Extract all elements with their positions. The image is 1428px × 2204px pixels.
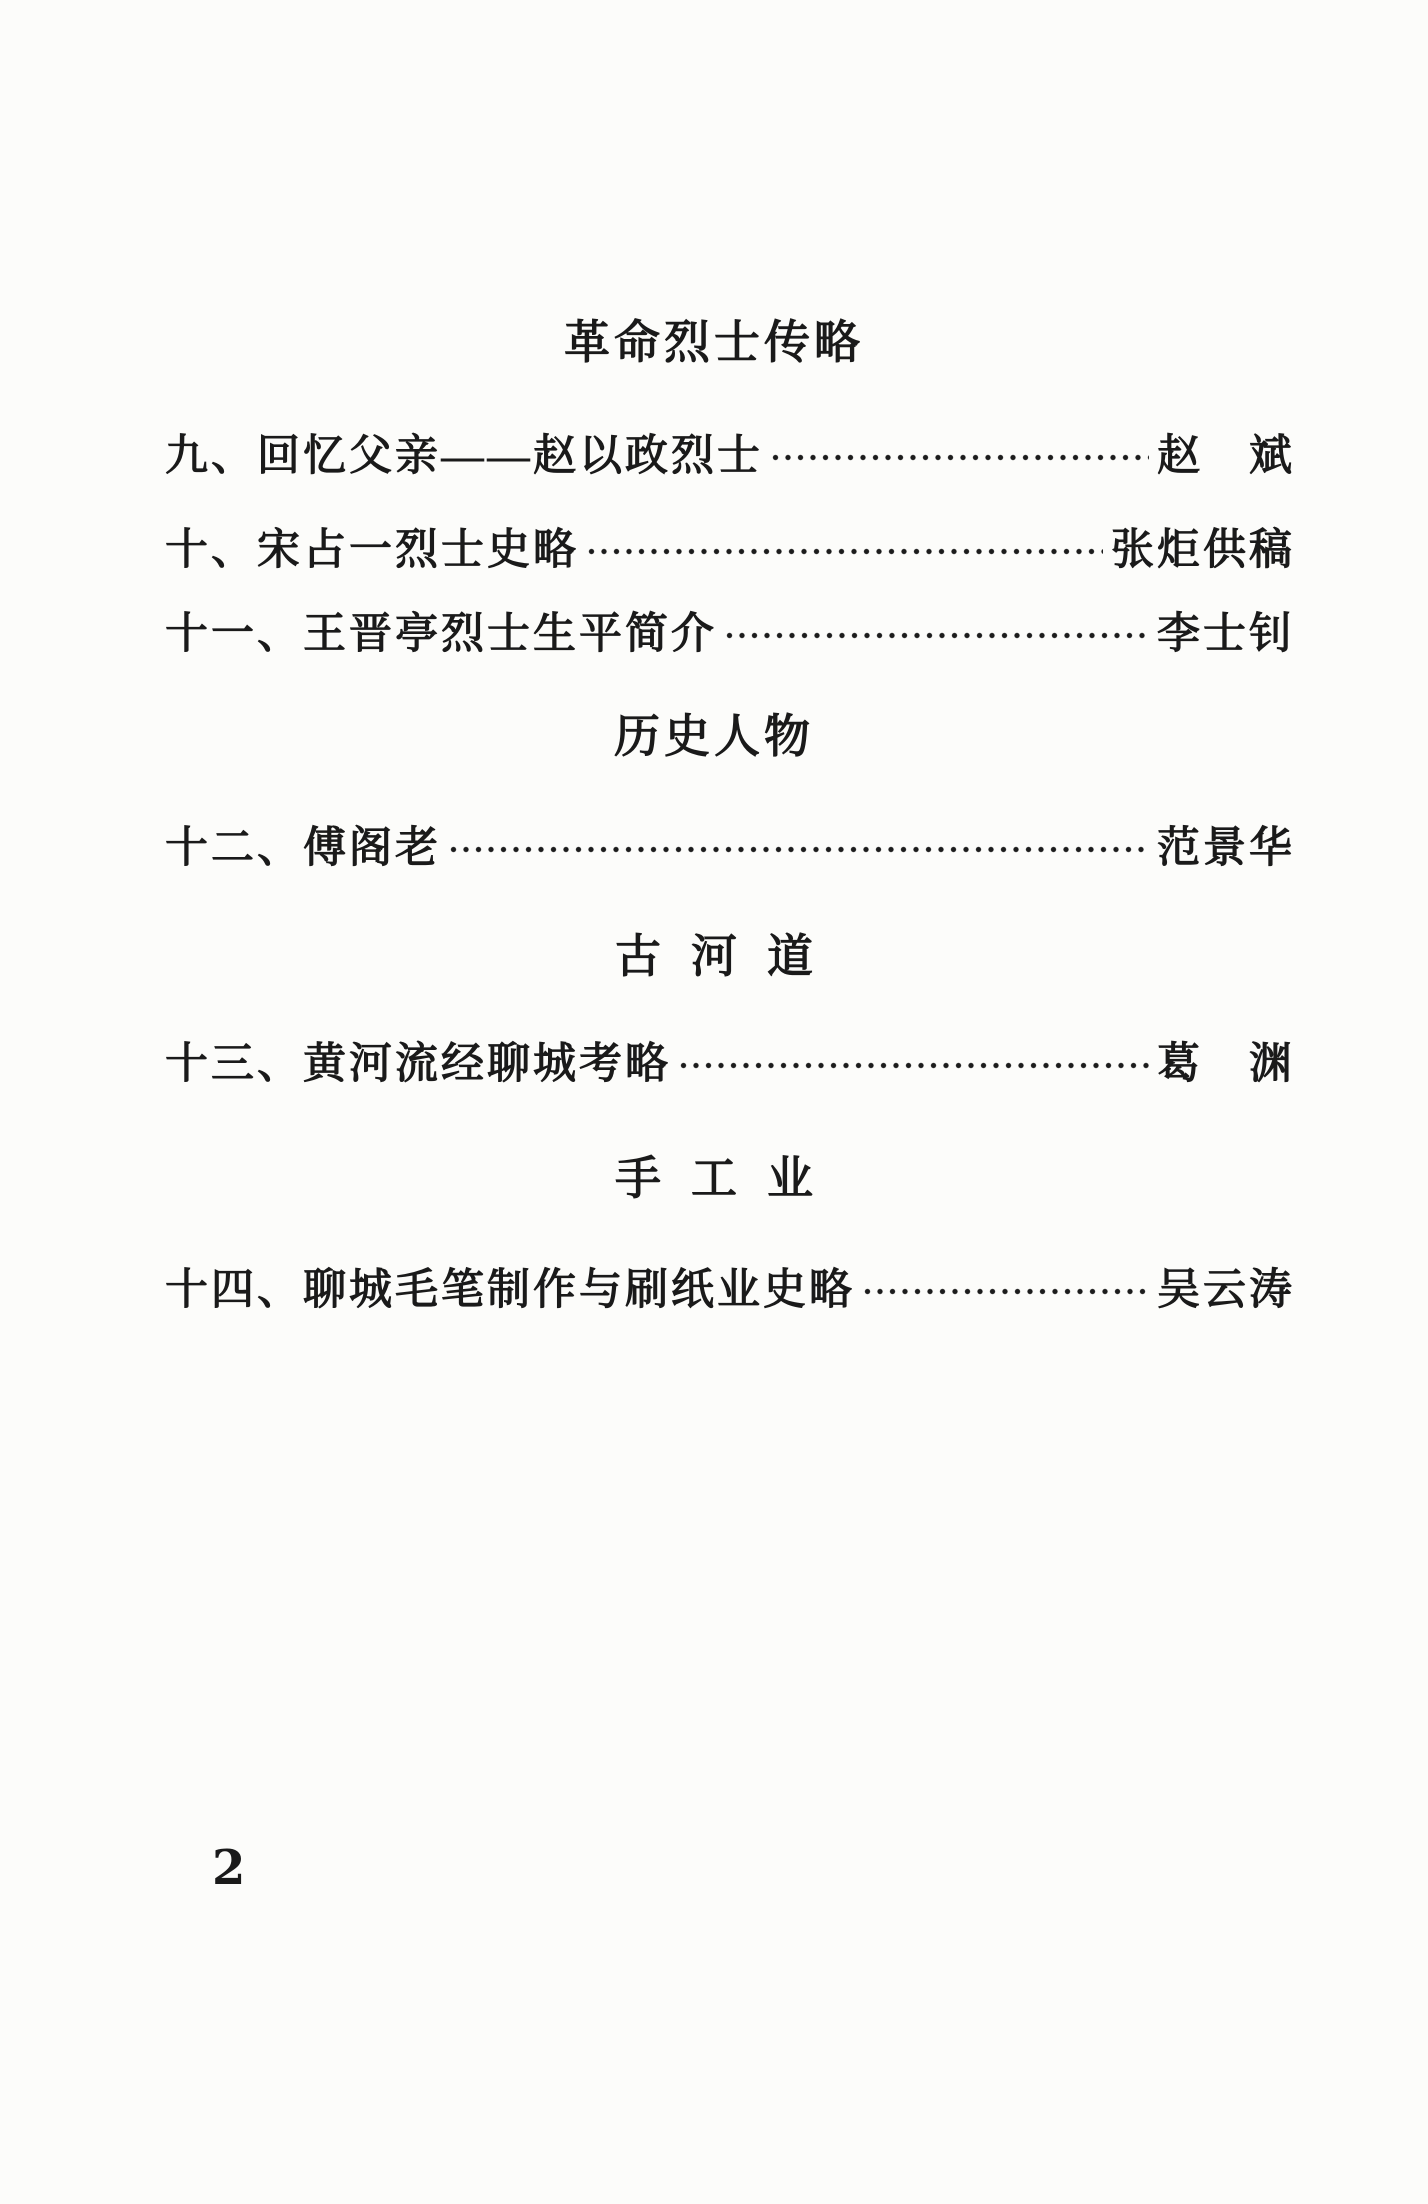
toc-entry-author: 李士钊 [1157, 610, 1295, 658]
toc-entry [165, 424, 1295, 480]
toc-entry-label: 十二、傅阁老 [165, 824, 441, 872]
toc-entry-label: 十、宋占一烈士史略 [165, 526, 579, 574]
toc-entry-author: 吴云涛 [1157, 1266, 1295, 1314]
toc-entry [165, 602, 1295, 658]
toc-entry-author: 张炬供稿 [1111, 526, 1295, 574]
toc-entry-label: 十三、黄河流经聊城考略 [165, 1040, 671, 1088]
toc-entry-label: 十一、王晋亭烈士生平简介 [165, 610, 717, 658]
section-heading-historical-figures: 历史人物 [614, 711, 814, 762]
toc-entry [165, 1258, 1295, 1314]
toc-entry [165, 816, 1295, 872]
dot-leader [725, 631, 1149, 640]
dot-leader [449, 845, 1149, 854]
toc-entry-label: 九、回忆父亲——赵以政烈士 [165, 432, 763, 480]
toc-entry [165, 518, 1295, 574]
dot-leader [679, 1061, 1149, 1070]
page-number: 2 [212, 1840, 246, 1896]
dot-leader [771, 453, 1149, 462]
toc-entry [165, 1032, 1295, 1088]
section-heading-handicraft-industry: 手工业 [615, 1153, 843, 1204]
toc-entry-author: 葛 渊 [1157, 1040, 1295, 1088]
toc-entry-author: 赵 斌 [1157, 432, 1295, 480]
toc-entry-label: 十四、聊城毛笔制作与刷纸业史略 [165, 1266, 855, 1314]
dot-leader [587, 547, 1103, 556]
section-heading-revolutionary-martyrs: 革命烈士传略 [564, 317, 864, 368]
toc-entry-author: 范景华 [1157, 824, 1295, 872]
section-heading-ancient-river-courses: 古河道 [615, 931, 843, 982]
dot-leader [863, 1287, 1149, 1296]
